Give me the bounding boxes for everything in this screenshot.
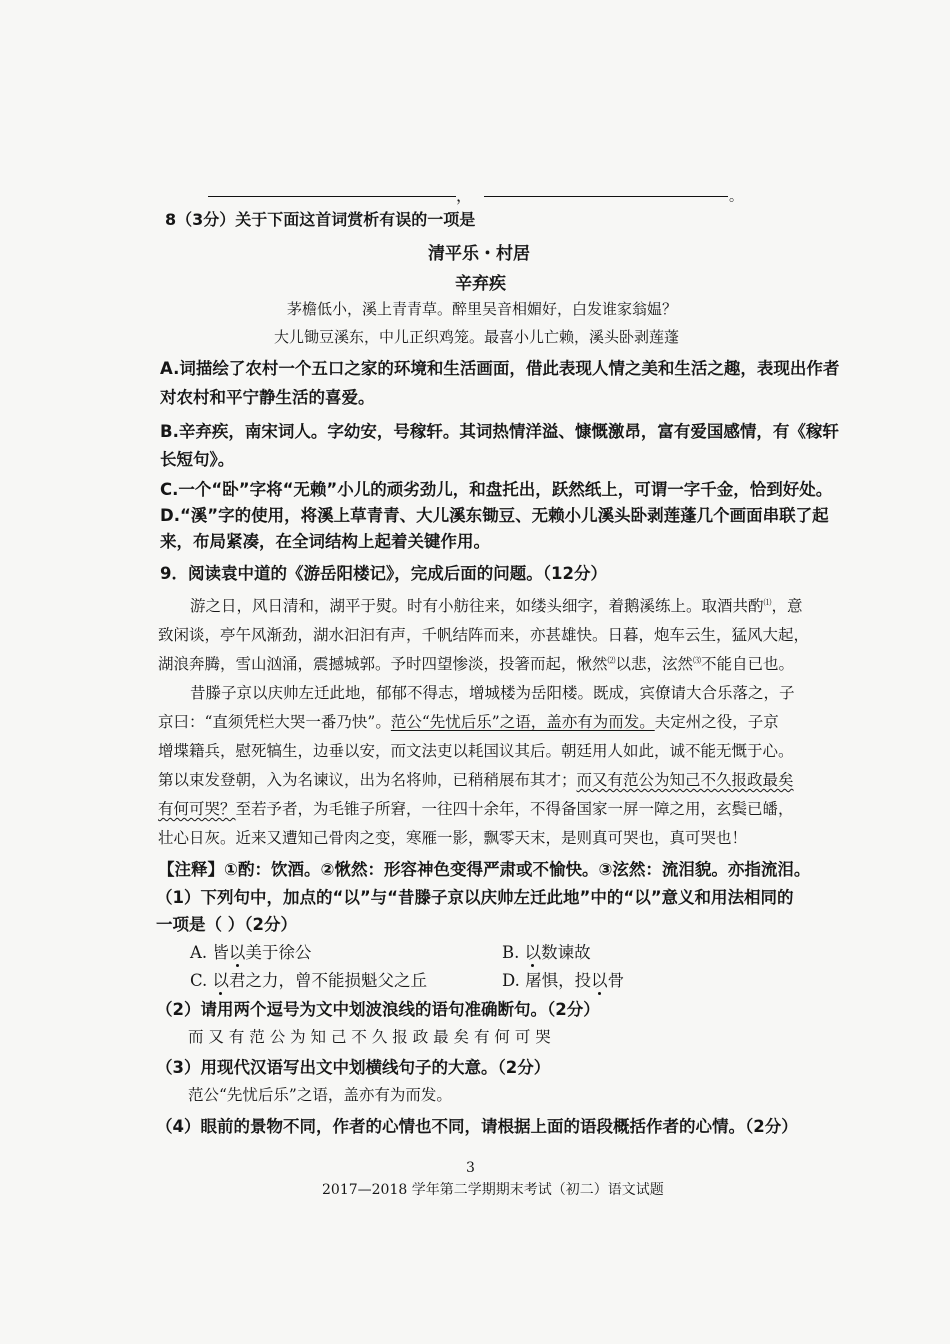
option-text: B. [502,943,525,962]
answer-comma: ， [456,186,473,205]
wavy-underlined-sentence-end: 有何可哭？ [158,800,236,818]
option-text: 君之力，曾不能损魁父之丘 [229,971,428,990]
sub1-option-d [502,967,624,991]
sub1-option-b [502,939,591,963]
passage-text: 湖浪奔腾，雪山汹涌，震撼城郭。予时四望惨淡，投箸而起，愀然 [158,655,608,673]
dotted-char: 以 [524,943,542,962]
note-marker-3: ⑶ [693,655,702,665]
passage-p1-line3 [158,652,794,674]
passage-text: ，意 [771,597,803,615]
note-marker-1: ⑴ [763,597,772,607]
dotted-char: 以 [212,971,230,990]
q8-option-b-line1: B.辛弃疾，南宋词人。字幼安，号稼轩。其词热情洋溢、慷慨激昂，富有爱国感情，有《稼轩 [160,422,839,441]
passage-text: 不能自已也。 [701,655,795,673]
passage-text: 以悲，泫然 [615,655,694,673]
page-number: 3 [466,1160,475,1176]
sub-question-2: （2）请用两个逗号为文中划波浪线的语句准确断句。（2分） [156,1000,600,1019]
poem-author: 辛弃疾 [455,274,506,294]
option-text: 数谏故 [541,943,591,962]
q8-option-d-line1: D.“溪”字的使用，将溪上草青青、大儿溪东锄豆、无赖小儿溪头卧剥莲蓬几个画面串联了起 [160,506,829,525]
wavy-underlined-sentence: 而又有范公为知己不久报政最矣 [576,771,794,789]
passage-p2-line5 [158,797,794,819]
q8-option-a-line2: 对农村和平宁静生活的喜爱。 [160,388,375,407]
passage-text: 夫定州之役，子京 [654,713,779,731]
sub-question-3: （3）用现代汉语写出文中划横线句子的大意。（2分） [156,1058,551,1077]
dotted-char: 以 [591,971,608,990]
passage-p2-line1: 昔滕子京以庆帅左迁此地，郁郁不得志，增城楼为岳阳楼。既成，宾僚请大合乐落之，子 [190,684,795,702]
dotted-char: 以 [228,943,246,962]
poem-line-1: 茅檐低小，溪上青青草。醉里吴音相媚好，白发谁家翁媪？ [287,300,678,318]
annotations: 【注释】①酌：饮酒。②愀然：形容神色变得严肃或不愉快。③泫然：流泪貌。亦指流泪。 [158,860,811,879]
passage-p2-line2 [158,710,779,732]
passage-text: 游之日，风日清和，湖平于熨。时有小舫往来，如缕头细字，着鹅溪练上。取酒共酌 [190,597,764,615]
underlined-sentence: 范公“先忧后乐”之语，盖亦有为而发。 [390,713,655,731]
q8-option-a-line1: A.词描绘了农村一个五口之家的环境和生活画面，借此表现人情之美和生活之趣，表现出作者 [160,359,840,378]
q8-option-c: C.一个“卧”字将“无赖”小儿的顽劣劲儿，和盘托出，跃然纸上，可谓一字千金，恰到好处。 [160,480,833,499]
sub-question-3-text: 范公“先忧后乐”之语，盖亦有为而发。 [188,1086,452,1104]
answer-blank-1 [208,196,456,197]
exam-title: 2017—2018 学年第二学期期末考试（初二）语文试题 [322,1182,664,1198]
option-text: A. 皆 [190,943,229,962]
option-text: C. [190,971,213,990]
poem-title: 清平乐・村居 [428,244,530,264]
passage-p2-line3: 增堞籍兵，慰死犒生，边垂以安，而文法吏以耗国议其后。朝廷用人如此，诚不能无慨于心。 [158,742,794,760]
sub-question-4: （4）眼前的景物不同，作者的心情也不同，请根据上面的语段概括作者的心情。（2分） [156,1117,798,1136]
option-text: D. 屠惧，投 [502,971,592,990]
sub-question-1-line1: （1）下列句中，加点的“以”与“昔滕子京以庆帅左迁此地”中的“以”意义和用法相同的 [156,888,794,907]
passage-text: 京曰：“直须凭栏大哭一番乃快”。 [158,713,391,731]
answer-blank-2 [484,196,728,197]
sub1-option-a [190,939,311,963]
q8-stem: 8（3分）关于下面这首词赏析有误的一项是 [165,210,476,229]
option-text: 骨 [607,971,625,990]
passage-text: 至若予者，为毛锥子所窘，一往四十余年，不得备国家一屏一障之用，玄鬓已皤， [235,800,794,818]
passage-p2-line4 [158,768,794,790]
sub-question-1-line2: 一项是（ ）（2分） [156,915,297,934]
passage-p1-line1 [190,594,803,616]
answer-period: 。 [729,189,743,205]
sub-question-2-text: 而 又 有 范 公 为 知 己 不 久 报 政 最 矣 有 何 可 哭 [188,1028,551,1046]
note-marker-2: ⑵ [607,655,616,665]
passage-text: 第以束发登朝，入为名谏议，出为名将帅，已稍稍展布其才； [158,771,577,789]
option-text: 美于徐公 [245,943,312,962]
passage-p2-line6: 壮心日灰。近来又遭知己骨肉之变，寒雁一影，飘零天末，是则真可哭也，真可哭也！ [158,829,748,847]
poem-line-2: 大儿锄豆溪东，中儿正织鸡笼。最喜小儿亡赖，溪头卧剥莲蓬 [274,328,680,346]
q9-stem: 9．阅读袁中道的《游岳阳楼记》，完成后面的问题。（12分） [160,564,607,583]
passage-p1-line2: 致闲谈，亭午风渐劲，湖水汩汩有声，千帆结阵而来，亦甚雄快。日暮，炮车云生，猛风大起， [158,626,810,644]
q8-option-d-line2: 来，布局紧凑，在全词结构上起着关键作用。 [160,532,490,551]
q8-option-b-line2: 长短句》。 [160,450,235,469]
sub1-option-c [190,967,427,991]
